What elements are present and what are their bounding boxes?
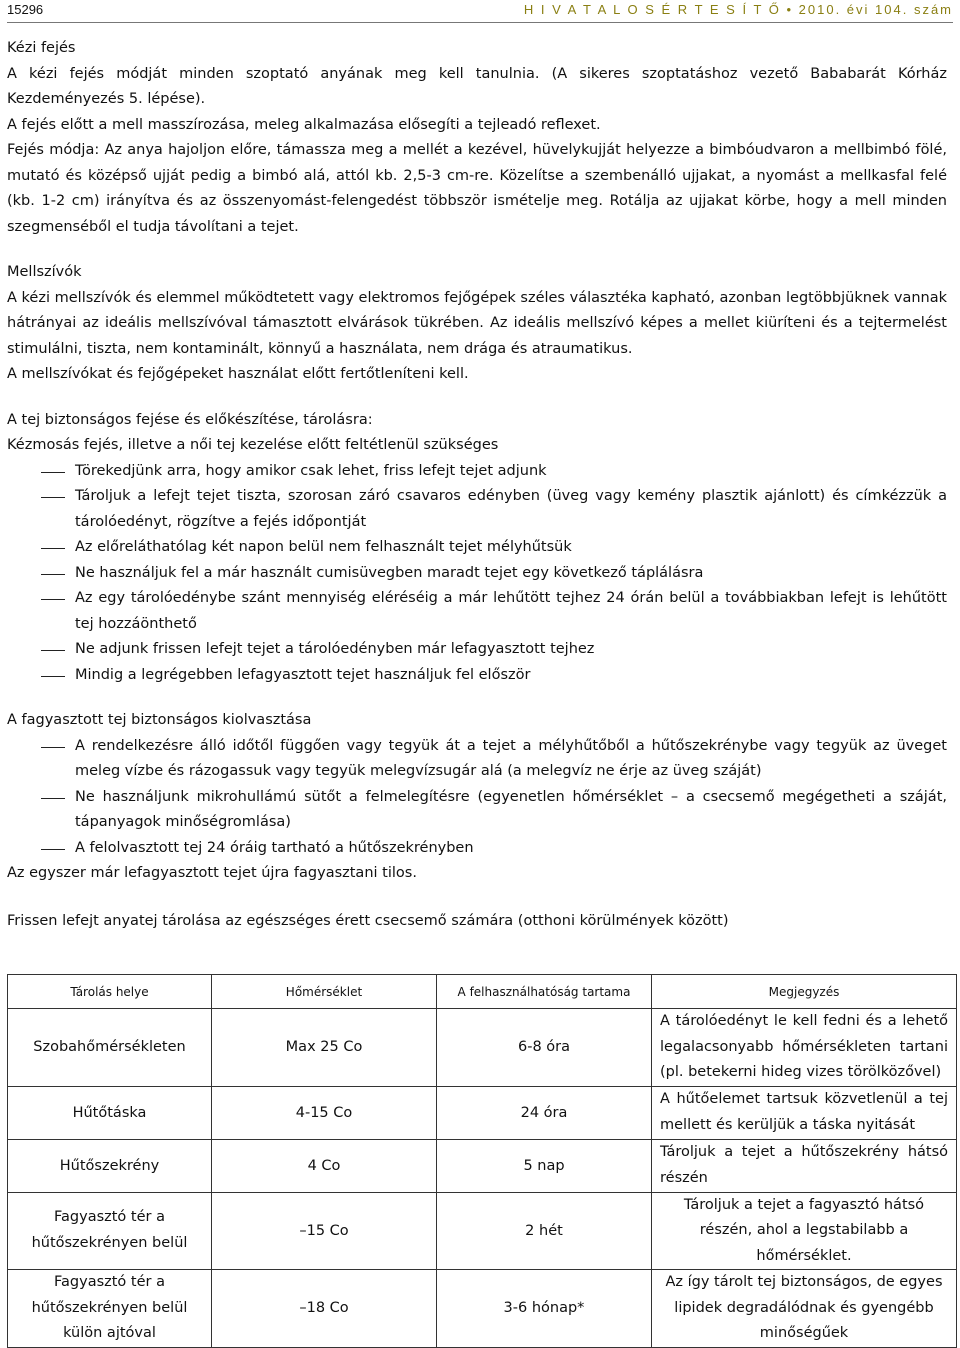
- table-header-row: [8, 975, 957, 1009]
- list-item: Ne adjunk frissen lefejt tejet a tárolóedényben már lefagyasztott tejhez: [7, 637, 947, 663]
- list-item: Törekedjünk arra, hogy amikor csak lehet, friss lefejt tejet adjunk: [7, 459, 947, 485]
- list-item: Az egy tárolóedénybe szánt mennyiség eléréséig a már lehűtött tejhez 24 órán belül a továbbiakban lefejt is lehűtött tej hozzáönthető: [7, 586, 947, 637]
- cell-temperature: –15 Co: [212, 1192, 437, 1270]
- list-item: Ne használjuk fel a már használt cumisüvegben maradt tejet egy következő táplálásra: [7, 561, 947, 587]
- column-header: A felhasználhatóság tartama: [437, 975, 652, 1009]
- cell-temperature: –18 Co: [212, 1270, 437, 1348]
- journal-title: H I V A T A L O S É R T E S Í T Ő • 2010. évi 104. szám: [523, 2, 953, 17]
- cell-place: Hűtőszekrény: [8, 1139, 212, 1192]
- cell-temperature: 4 Co: [212, 1139, 437, 1192]
- list-item: Mindig a legrégebben lefagyasztott tejet használjuk fel először: [7, 663, 947, 689]
- table-row: [8, 1086, 957, 1139]
- table-row: [8, 1192, 957, 1270]
- paragraph: Az egyszer már lefagyasztott tejet újra fagyasztani tilos.: [7, 865, 417, 881]
- list-item: Az előreláthatólag két napon belül nem felhasznált tejet mélyhűtsük: [7, 535, 947, 561]
- table-title: Frissen lefejt anyatej tárolása az egészséges érett csecsemő számára (otthoni körülmények között): [7, 912, 729, 929]
- storage-rules-list: [7, 459, 947, 689]
- table-row: [8, 1270, 957, 1348]
- list-item: A rendelkezésre álló időtől függően vagy tegyük át a tejet a mélyhűtőből a hűtőszekrénybe vagy tegyük az üveget meleg vízbe és rázogassuk vagy tegyük melegvízsugár alá (a melegvíz ne érje az üveg száját): [7, 734, 947, 785]
- cell-temperature: Max 25 Co: [212, 1009, 437, 1087]
- cell-duration: 3-6 hónap*: [437, 1270, 652, 1348]
- list-item: Ne használjunk mikrohullámú sütőt a felmelegítésre (egyenetlen hőmérséklet – a csecsemő megégetheti a száját, tápanyagok minőségromlása): [7, 785, 947, 836]
- page-number: 15296: [7, 2, 44, 17]
- heading-kezi-fejes: Kézi fejés: [7, 40, 76, 56]
- cell-duration: 6-8 óra: [437, 1009, 652, 1087]
- cell-duration: 2 hét: [437, 1192, 652, 1270]
- cell-place: Szobahőmérsékleten: [8, 1009, 212, 1087]
- cell-duration: 5 nap: [437, 1139, 652, 1192]
- storage-table: [7, 974, 957, 1348]
- heading-kiolvasztas: A fagyasztott tej biztonságos kiolvasztása: [7, 712, 312, 728]
- cell-duration: 24 óra: [437, 1086, 652, 1139]
- cell-place: Fagyasztó tér a hűtőszekrényen belül: [8, 1192, 212, 1270]
- paragraph: A mellszívókat és fejőgépeket használat előtt fertőtleníteni kell.: [7, 366, 469, 382]
- cell-note: Tároljuk a tejet a fagyasztó hátsó részén, ahol a legstabilabb a hőmérséklet.: [652, 1192, 957, 1270]
- heading-tej-fejese: A tej biztonságos fejése és előkészítése, tárolásra:: [7, 411, 373, 428]
- cell-place: Fagyasztó tér a hűtőszekrényen belül külön ajtóval: [8, 1270, 212, 1348]
- cell-temperature: 4-15 Co: [212, 1086, 437, 1139]
- list-item: Tároljuk a lefejt tejet tiszta, szorosan záró csavaros edényben (üveg vagy kemény plasztik ajánlott) és címkézzük a tárolóedényt, rögzítve a fejés időpontját: [7, 484, 947, 535]
- column-header: Hőmérséklet: [212, 975, 437, 1009]
- column-header: Tárolás helye: [8, 975, 212, 1009]
- table-row: [8, 1009, 957, 1087]
- thawing-rules-list: [7, 734, 947, 862]
- paragraph: A kézi fejés módját minden szoptató anyának meg kell tanulnia. (A sikeres szoptatáshoz vezető Bababarát Kórház Kezdeményezés 5. lépése).: [7, 65, 947, 107]
- running-header: [7, 0, 953, 21]
- column-header: Megjegyzés: [652, 975, 957, 1009]
- heading-mellszivok: Mellszívók: [7, 264, 82, 280]
- header-rule: [7, 22, 953, 23]
- cell-note: A hűtőelemet tartsuk közvetlenül a tej mellett és kerüljük a táska nyitását: [652, 1086, 957, 1139]
- cell-note: Tároljuk a tejet a hűtőszekrény hátsó részén: [652, 1139, 957, 1192]
- paragraph: A kézi mellszívók és elemmel működtetett vagy elektromos fejőgépek széles választéka kapható, azonban legtöbbjüknek vannak hátrányai az ideális mellszívóval támasztott elvárások tükrében. Az ideális mellszívó képes a mellet kiüríteni és a tejtermelést stimulálni, tiszta, nem kontaminált, könnyű a használata, nem drága és atraumatikus.: [7, 289, 947, 357]
- cell-place: Hűtőtáska: [8, 1086, 212, 1139]
- table-row: [8, 1139, 957, 1192]
- list-item: A felolvasztott tej 24 óráig tartható a hűtőszekrényben: [7, 836, 947, 862]
- cell-note: Az így tárolt tej biztonságos, de egyes lipidek degradálódnak és gyengébb minőségűek: [652, 1270, 957, 1348]
- paragraph: Kézmosás fejés, illetve a női tej kezelése előtt feltétlenül szükséges: [7, 437, 499, 453]
- body-text: [7, 36, 947, 934]
- paragraph: A fejés előtt a mell masszírozása, meleg alkalmazása elősegíti a tejleadó reflexet.: [7, 116, 601, 133]
- cell-note: A tárolóedényt le kell fedni és a lehető legalacsonyabb hőmérsékleten tartani (pl. betekerni hideg vizes törölközővel): [652, 1009, 957, 1087]
- paragraph: Fejés módja: Az anya hajoljon előre, támassza meg a mellét a kezével, hüvelykujját helyezze a bimbóudvaron a mellbimbó fölé, mutató és középső ujját pedig a bimbó alá, attól kb. 2,5-3 cm-re. Közelítse a szembenálló ujjakat, a nyomást a mellkasfal felé (kb. 1-2 cm) irányítva és az összenyomást-felengedést többször ismételje meg. Rotálja az ujjakat körbe, hogy a mell minden szegmenséből el tudja távolítani a tejet.: [7, 142, 947, 235]
